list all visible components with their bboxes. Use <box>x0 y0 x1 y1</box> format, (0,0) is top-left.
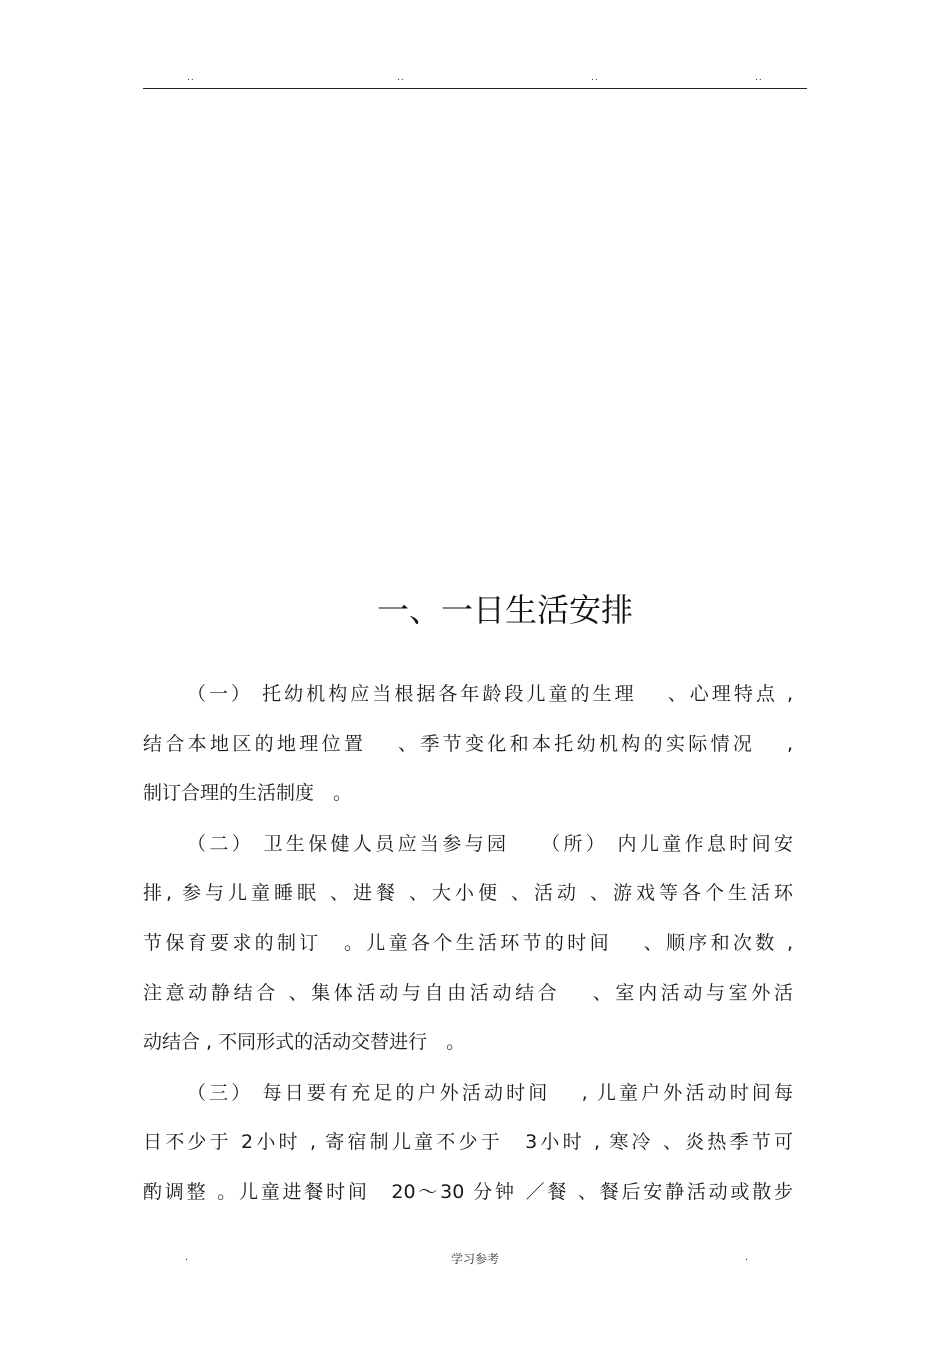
document-body <box>143 670 793 1219</box>
footer-mark-left: . <box>185 1252 189 1263</box>
text-line: （二） 卫生保健人员应当参与园 （所） 内儿童作息时间安 <box>187 832 793 855</box>
page-footer <box>143 1250 807 1270</box>
page-header-marks <box>143 72 807 88</box>
header-mark: .. <box>187 73 195 83</box>
footer-mark-right: . <box>745 1252 749 1263</box>
header-divider <box>143 88 807 89</box>
paragraph-2 <box>143 820 793 1068</box>
header-mark: .. <box>397 73 405 83</box>
text-line: 酌调整 。儿童进餐时间 20～30 分钟 ／餐 、餐后安静活动或散步 <box>143 1180 793 1203</box>
section-title: 一、一日生活安排 <box>376 591 633 629</box>
text-line: 结合本地区的地理位置 、季节变化和本托幼机构的实际情况 , <box>143 732 793 755</box>
paragraph-1 <box>143 670 793 819</box>
header-mark: .. <box>755 73 763 83</box>
text-line: 节保育要求的制订 。儿童各个生活环节的时间 、顺序和次数 , <box>143 931 793 954</box>
footer-label: 学习参考 <box>450 1252 499 1266</box>
text-line: （三） 每日要有充足的户外活动时间 , 儿童户外活动时间每 <box>187 1081 793 1104</box>
paragraph-3 <box>143 1069 793 1218</box>
header-mark: .. <box>591 73 599 83</box>
text-line: 制订合理的生活制度 。 <box>143 782 353 805</box>
text-line: 日不少于 2小时 , 寄宿制儿童不少于 3小时 , 寒冷 、炎热季节可 <box>143 1131 793 1154</box>
text-line: 排, 参与儿童睡眠 、进餐 、大小便 、活动 、游戏等各个生活环 <box>143 882 793 905</box>
text-line: （一） 托幼机构应当根据各年龄段儿童的生理 、心理特点 , <box>187 683 793 705</box>
text-line: 动结合 , 不同形式的活动交替进行 。 <box>143 1031 466 1054</box>
text-line: 注意动静结合 、集体活动与自由活动结合 、室内活动与室外活 <box>143 981 793 1004</box>
